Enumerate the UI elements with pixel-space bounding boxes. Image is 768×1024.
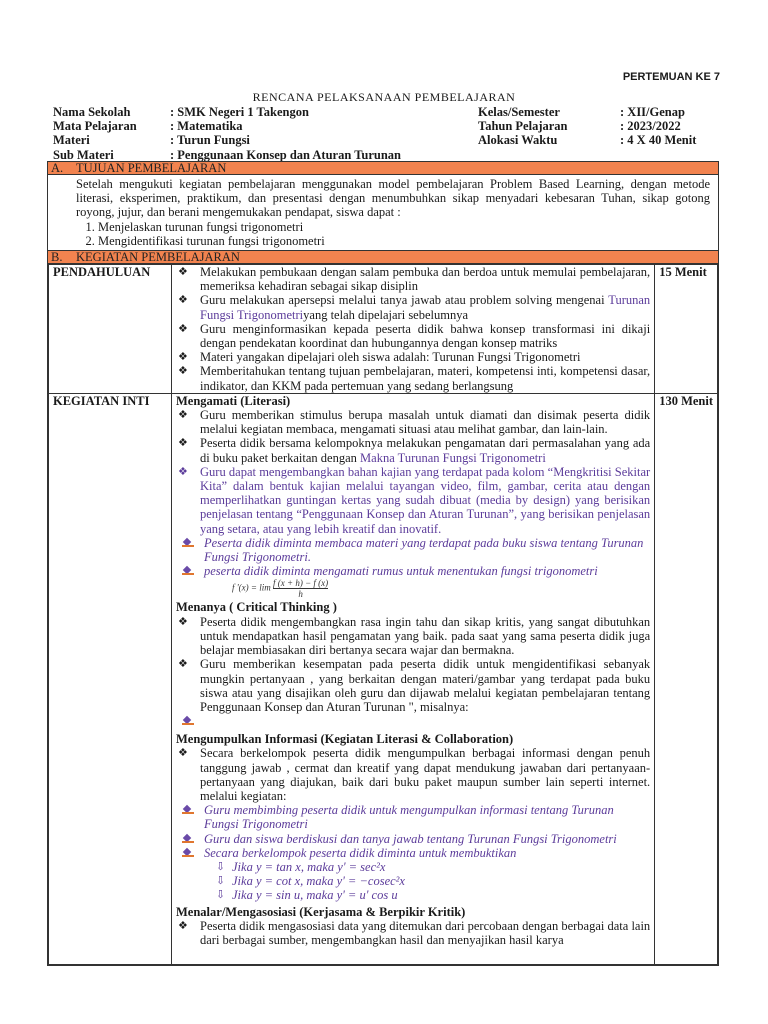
sub-point-text: Peserta didik diminta membaca materi yang terdapat pada buku siswa tentang Turunan Fungsi Trigonometri. bbox=[204, 535, 644, 565]
arrow-icon bbox=[182, 565, 192, 575]
mengumpulkan-bullet: ❖ Secara berkelompok peserta didik mengumpulkan berbagai informasi dengan penuh tanggung jawab , cermat dan kreatif yang dapat mendukung jawaban dari pertanyaan-pertanyaan yang diajukan, baik dari buku paket maupun sumber lain seperti internet. melalui kegiatan: bbox=[176, 746, 650, 803]
kegiatan-heading bbox=[48, 251, 718, 264]
pendahuluan-row bbox=[49, 265, 718, 394]
tahun-label: Tahun Pelajaran bbox=[478, 119, 568, 134]
header-labels-right bbox=[478, 105, 568, 148]
mata-pelajaran-value: : Matematika bbox=[170, 119, 243, 134]
tujuan-body bbox=[48, 175, 718, 251]
inti-label: KEGIATAN INTI bbox=[49, 393, 172, 964]
menalar-bullet: ❖ Peserta didik mengasosiasi data yang ditemukan dari percobaan dengan berbagai data lain dari berbagai sumber, mengembangkan hasil dan menyajikan hasil karya bbox=[176, 919, 650, 947]
rpp-table bbox=[47, 161, 719, 966]
mengamati-title: Mengamati (Literasi) bbox=[176, 393, 291, 408]
meeting-number: PERTEMUAN KE 7 bbox=[622, 71, 720, 83]
nama-sekolah-label: Nama Sekolah bbox=[53, 105, 131, 119]
pendahuluan-bullet: ❖ Memberitahukan tentang tujuan pembelajaran, materi, kompetensi inti, kompetensi dasar, indikator, dan KKM pada pertemuan yang sedang berlangsung bbox=[176, 364, 650, 392]
alokasi-label: Alokasi Waktu bbox=[478, 133, 558, 148]
derivative-formula bbox=[176, 578, 650, 598]
sub-point bbox=[176, 536, 650, 564]
tujuan-heading-text: TUJUAN PEMBELAJARAN bbox=[76, 161, 227, 175]
tahun-value: : 2023/2022 bbox=[620, 119, 681, 134]
sub-point bbox=[176, 803, 650, 831]
nama-sekolah-value: : SMK Negeri 1 Takengon bbox=[170, 105, 309, 119]
arrow-icon bbox=[182, 847, 192, 857]
sub-point-text: Guru dan siswa berdiskusi dan tanya jawab tentang Turunan Fungsi Trigonometri bbox=[204, 831, 617, 846]
inti-time: 130 Menit bbox=[655, 393, 718, 964]
tujuan-list bbox=[76, 220, 710, 248]
formula-numerator: f (x + h) − f (x) bbox=[273, 578, 329, 589]
pendahuluan-bullet: ❖ Materi yangakan dipelajari oleh siswa adalah: Turunan Fungsi Trigonometri bbox=[176, 350, 650, 364]
mengamati-bullet: ❖ Guru dapat mengembangkan bahan kajian yang terdapat pada kolom “Mengkritisi Sekitar Kita” dalam bentuk kajian melalui tayangan video, film, gambar, cerita atau dengan memperlihatkan guntingan kertas yang sudah dibuat (media by design) yang berisikan penjelasan tentang “Penggunaan Konsep dan Aturan Turunan”, yang berisikan penjelasan yang setara, atau yang lebih kreatif dan inovatif. bbox=[176, 465, 650, 536]
pendahuluan-label: PENDAHULUAN bbox=[49, 265, 172, 394]
tujuan-item: 1. Menjelaskan turunan fungsi trigonometri bbox=[98, 220, 710, 234]
proof-item: ⇩ Jika y = tan x, maka y' = sec²x bbox=[176, 860, 650, 874]
menanya-title: Menanya ( Critical Thinking ) bbox=[176, 600, 337, 615]
mengumpulkan-title: Mengumpulkan Informasi (Kegiatan Literasi & Collaboration) bbox=[176, 732, 514, 747]
sub-point-text: peserta didik diminta mengamati rumus untuk menentukan fungsi trigonometri bbox=[204, 564, 598, 579]
topic-highlight: Turunan Fungsi Trigonometri bbox=[200, 293, 651, 322]
sub-materi-value: : Penggunaan Konsep dan Aturan Turunan bbox=[170, 147, 401, 162]
kelas-value: : XII/Genap bbox=[620, 105, 685, 119]
header-values-right bbox=[620, 105, 696, 148]
materi-label: Materi bbox=[53, 133, 90, 148]
mata-pelajaran-label: Mata Pelajaran bbox=[53, 119, 137, 134]
formula-fraction bbox=[273, 578, 328, 599]
proof-item: ⇩ Jika y = sin u, maka y' = u' cos u bbox=[176, 888, 650, 902]
formula-denominator: h bbox=[298, 589, 303, 600]
pendahuluan-bullet: ❖ Guru menginformasikan kepada peserta didik bahwa konsep transformasi ini dikaji dengan pendekatan koordinat dan hubungannya dengan konsep matriks bbox=[176, 322, 650, 350]
sub-point bbox=[176, 846, 650, 860]
arrow-icon bbox=[182, 537, 192, 547]
tujuan-heading bbox=[48, 162, 718, 175]
formula-lhs: f '(x) = lim bbox=[232, 583, 271, 594]
sub-point-text: Guru membimbing peserta didik untuk mengumpulkan informasi tentang Turunan Fungsi Trigonometri bbox=[204, 803, 614, 832]
kelas-label: Kelas/Semester bbox=[478, 105, 560, 119]
pendahuluan-bullet: ❖ Melakukan pembukaan dengan salam pembuka dan berdoa untuk memulai pembelajaran, memeriksa kehadiran sebagai sikap disiplin bbox=[176, 265, 650, 293]
header-values-left bbox=[170, 105, 401, 162]
mengamati-bullet bbox=[176, 436, 650, 464]
menalar-title: Menalar/Mengasosiasi (Kerjasama & Berpikir Kritik) bbox=[176, 904, 466, 919]
materi-value: : Turun Fungsi bbox=[170, 133, 250, 148]
arrow-icon bbox=[182, 833, 192, 843]
proof-item: ⇩ Jika y = cot x, maka y' = −cosec²x bbox=[176, 874, 650, 888]
bullet-text: Guru melakukan apersepsi melalui tanya jawab atau problem solving mengenai bbox=[200, 293, 609, 308]
arrow-icon bbox=[182, 804, 192, 814]
topic-highlight: Makna Turunan Fungsi Trigonometri bbox=[360, 450, 546, 465]
kegiatan-num: B. bbox=[51, 250, 63, 265]
sub-point-text: Secara berkelompok peserta didik diminta untuk membuktikan bbox=[204, 845, 517, 860]
sub-point bbox=[176, 832, 650, 846]
sub-point bbox=[176, 564, 650, 578]
header-labels-left bbox=[53, 105, 137, 162]
menanya-bullet: ❖ Peserta didik mengembangkan rasa ingin tahu dan sikap kritis, yang sangat dibutuhkan untuk mendapatkan hasil pengamatan yang baik. pada saat yang sama peserta didik juga belajar membiasakan diri bertanya secara wajar dan bermakna. bbox=[176, 615, 650, 658]
pendahuluan-content bbox=[172, 265, 655, 394]
pendahuluan-bullet bbox=[176, 293, 650, 321]
tujuan-text: Setelah mengukuti kegiatan pembelajaran menggunakan model pembelajaran Problem Based Learning, dengan metode literasi, eksperimen, praktikum, dan presentasi dengan menumbuhkan sikap menyadari kebesaran Tuhan, sikap gotong royong, jujur, dan berani mengemukakan pendapat, siswa dapat : bbox=[76, 177, 710, 220]
bullet-text: Peserta didik bersama kelompoknya melakukan pengamatan dari permasalahan yang ada di buku paket berkaitan dengan bbox=[200, 436, 651, 465]
alokasi-value: : 4 X 40 Menit bbox=[620, 133, 697, 148]
arrow-icon bbox=[182, 715, 192, 725]
tujuan-item: 2. Mengidentifikasi turunan fungsi trigonometri bbox=[98, 234, 710, 248]
page-title: RENCANA PELAKSANAAN PEMBELAJARAN bbox=[252, 90, 516, 104]
menanya-bullet: ❖ Guru memberikan kesempatan pada peserta didik untuk mengidentifikasi sebanyak mungkin pertanyaan , yang berkaitan dengan materi/gambar yang terdapat pada buku siswa atau yang disajikan oleh guru dan dijawab melalui kegiatan pembelajaran tentang Penggunaan Konsep dan Aturan Turunan ", misalnya: bbox=[176, 657, 650, 714]
empty-sub-point bbox=[176, 714, 650, 728]
inti-row bbox=[49, 393, 718, 964]
pendahuluan-time: 15 Menit bbox=[655, 265, 718, 394]
sub-materi-label: Sub Materi bbox=[53, 147, 114, 162]
kegiatan-heading-text: KEGIATAN PEMBELAJARAN bbox=[76, 250, 240, 265]
mengamati-bullet: ❖ Guru memberikan stimulus berupa masalah untuk diamati dan disimak peserta didik melalui kegiatan membaca, mengamati situasi atau melihat gambar, dan lain-lain. bbox=[176, 408, 650, 436]
inti-content bbox=[172, 393, 655, 964]
kegiatan-table bbox=[48, 264, 718, 965]
tujuan-num: A. bbox=[51, 161, 64, 175]
bullet-text: yang telah dipelajari sebelumnya bbox=[303, 307, 469, 322]
